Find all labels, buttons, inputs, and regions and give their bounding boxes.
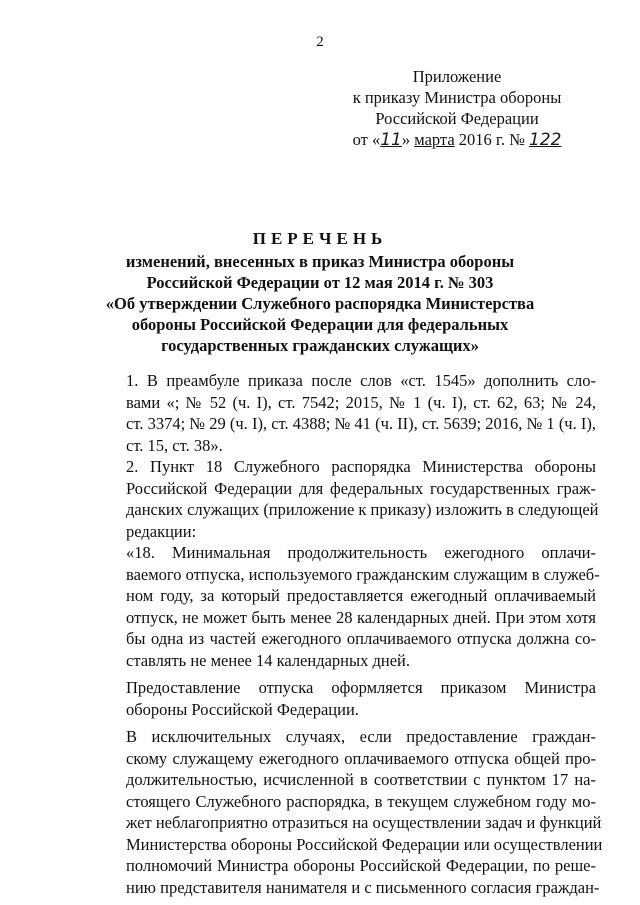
appendix-title: Приложение xyxy=(412,67,502,86)
paragraph-4 xyxy=(90,677,596,720)
heading-line: государственных гражданских служащих» xyxy=(161,336,479,355)
text-line: отпуск, не может быть менее 28 календарных дней. При этом хотя xyxy=(126,607,596,627)
appendix-block xyxy=(322,66,592,151)
paragraph-3 xyxy=(90,542,600,671)
heading-line: Российской Федерации от 12 мая 2014 г. № 303 xyxy=(146,273,494,292)
appendix-country: Российской Федерации xyxy=(375,109,539,128)
date-month: марта xyxy=(414,130,455,149)
text-line: жет неблагоприятно отразиться на осуществлении задач и функций xyxy=(126,813,602,832)
text-line: В исключительных случаях, если предоставление граждан- xyxy=(126,727,596,746)
document-body xyxy=(90,370,603,898)
text-line: скому служащему ежегодного оплачиваемого отпуска общей про- xyxy=(126,748,596,768)
handwritten-order-number: 122 xyxy=(528,130,562,150)
text-line: ваемого отпуска, используемого гражданским служащим в служеб- xyxy=(126,564,600,584)
text-line: ст. 3374; № 29 (ч. I), ст. 4388; № 41 (ч. II), ст. 5639; 2016, № 1 (ч. I), xyxy=(126,414,596,433)
heading-line: изменений, внесенных в приказ Министра обороны xyxy=(125,252,515,271)
date-mid: » xyxy=(401,130,411,149)
text-line: полномочий Министра обороны Российской Федерации, по решe- xyxy=(126,856,596,875)
heading-line: обороны Российской Федерации для федеральных xyxy=(131,315,509,334)
heading-title: ПЕРЕЧЕНЬ xyxy=(252,229,388,248)
paragraph-2 xyxy=(90,456,599,542)
paragraph-5 xyxy=(90,726,603,898)
date-prefix: от « xyxy=(352,130,381,149)
text-line: должительностью, исчисленной в соответствии с пунктом 17 на- xyxy=(126,770,596,789)
text-line: ставлять не менее 14 календарных дней. xyxy=(126,650,410,670)
appendix-date-line xyxy=(322,129,592,151)
document-heading xyxy=(60,228,580,356)
date-year: 2016 г. № xyxy=(458,130,525,149)
text-line: ном году, за который предоставляется ежегодный оплачиваемый xyxy=(126,586,596,605)
appendix-order-ref: к приказу Министра обороны xyxy=(352,88,562,107)
text-line: «18. Минимальная продолжительность ежегодного оплачи- xyxy=(126,543,596,562)
heading-line: «Об утверждении Служебного распорядка Министерства xyxy=(105,294,535,313)
text-line: обороны Российской Федерации. xyxy=(126,699,359,719)
text-line: стоящего Служебного распорядка, в текущем служебном году мо- xyxy=(126,791,596,811)
text-line: нию представителя нанимателя и с письменного согласия граждан- xyxy=(126,877,600,897)
text-line: бы одна из частей ежегодного оплачиваемого отпуска должна со- xyxy=(126,629,596,648)
text-line: 2. Пункт 18 Служебного распорядка Министерства обороны xyxy=(126,457,596,476)
text-line: ст. 15, ст. 38». xyxy=(126,435,223,455)
text-line: данских служащих (приложение к приказу) изложить в следующей xyxy=(126,500,599,519)
paragraph-1 xyxy=(90,370,596,456)
text-line: Предоставление отпуска оформляется приказом Министра xyxy=(126,678,596,697)
text-line: Министерства обороны Российской Федерации или осуществлении xyxy=(126,834,603,854)
handwritten-day: 11 xyxy=(380,130,402,150)
page-number: 2 xyxy=(316,34,324,50)
text-line: Российской Федерации для федеральных государственных граж- xyxy=(126,478,596,498)
text-line: 1. В преамбуле приказа после слов «ст. 1545» дополнить сло- xyxy=(126,371,596,390)
text-line: редакции: xyxy=(126,521,197,541)
text-line: вами «; № 52 (ч. I), ст. 7542; 2015, № 1 (ч. I), ст. 62, 63; № 24, xyxy=(126,392,596,412)
